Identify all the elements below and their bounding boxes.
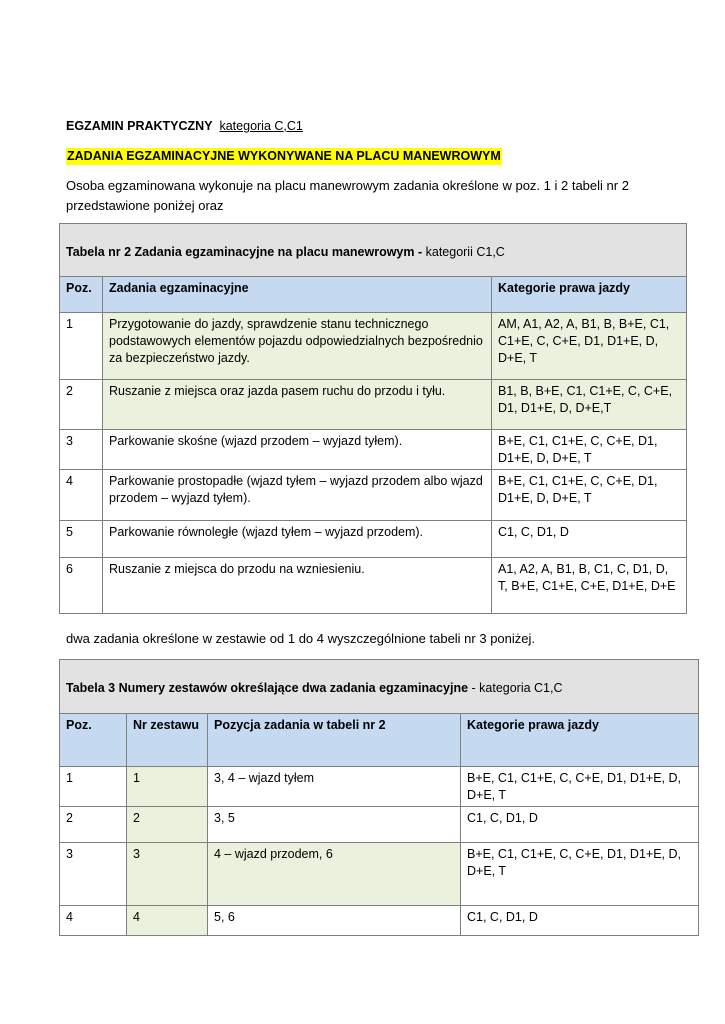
cell-poz: 5 — [60, 521, 103, 558]
cell-task: Parkowanie prostopadłe (wjazd tyłem – wyjazd przodem albo wjazd przodem – wyjazd tyłem). — [103, 470, 492, 521]
intro-paragraph: Osoba egzaminowana wykonuje na placu manewrowym zadania określone w poz. 1 i 2 tabeli nr 2 przedstawione poniżej oraz — [66, 178, 629, 213]
table-2-title-row — [60, 224, 687, 277]
cell-categories: C1, C, D1, D — [492, 521, 687, 558]
cell-categories: B+E, C1, C1+E, C, C+E, D1, D1+E, D, D+E, T — [461, 843, 699, 906]
table-3-header-row — [60, 714, 699, 767]
cell-categories: A1, A2, A, B1, B, C1, C, D1, D, T, B+E, C1+E, C+E, D1+E, D+E — [492, 558, 687, 614]
table-3-title — [60, 660, 699, 714]
table-row — [60, 470, 687, 521]
table-2 — [59, 223, 687, 614]
column-header-categories: Kategorie prawa jazdy — [461, 714, 699, 767]
cell-task-position: 4 – wjazd przodem, 6 — [208, 843, 461, 906]
cell-task: Przygotowanie do jazdy, sprawdzenie stanu technicznego podstawowych elementów pojazdu odpowiedzialnych bezpośrednio za bezpieczeństwo jazdy. — [103, 313, 492, 380]
cell-set-number: 4 — [127, 906, 208, 936]
cell-categories: AM, A1, A2, A, B1, B, B+E, C1, C1+E, C, C+E, D1, D1+E, D, D+E, T — [492, 313, 687, 380]
column-header-poz: Poz. — [60, 714, 127, 767]
document-heading — [66, 118, 303, 135]
table-3 — [59, 659, 699, 936]
table-row — [60, 521, 687, 558]
cell-task: Parkowanie równoległe (wjazd tyłem – wyjazd przodem). — [103, 521, 492, 558]
cell-poz: 3 — [60, 843, 127, 906]
column-header-set-number: Nr zestawu — [127, 714, 208, 767]
cell-poz: 2 — [60, 807, 127, 843]
cell-task-position: 3, 5 — [208, 807, 461, 843]
cell-poz: 1 — [60, 767, 127, 807]
cell-task: Parkowanie skośne (wjazd przodem – wyjazd tyłem). — [103, 430, 492, 470]
cell-categories: B+E, C1, C1+E, C, C+E, D1, D1+E, D, D+E, T — [461, 767, 699, 807]
table-2-title-bold: Tabela nr 2 Zadania egzaminacyjne na placu manewrowym - — [66, 244, 423, 259]
table-row — [60, 430, 687, 470]
cell-poz: 2 — [60, 380, 103, 430]
cell-categories: B+E, C1, C1+E, C, C+E, D1, D1+E, D, D+E, T — [492, 430, 687, 470]
middle-paragraph: dwa zadania określone w zestawie od 1 do 4 wyszczególnione tabeli nr 3 poniżej. — [66, 631, 536, 646]
cell-poz: 4 — [60, 470, 103, 521]
table-3-title-row — [60, 660, 699, 714]
table-row — [60, 380, 687, 430]
column-header-poz: Poz. — [60, 277, 103, 313]
table-2-title-rest: kategorii C1,C — [422, 244, 505, 259]
table-row — [60, 843, 699, 906]
cell-poz: 3 — [60, 430, 103, 470]
table-row — [60, 807, 699, 843]
table-2-title — [60, 224, 687, 277]
cell-categories: B+E, C1, C1+E, C, C+E, D1, D1+E, D, D+E, T — [492, 470, 687, 521]
cell-set-number: 3 — [127, 843, 208, 906]
column-header-categories: Kategorie prawa jazdy — [492, 277, 687, 313]
cell-categories: C1, C, D1, D — [461, 906, 699, 936]
column-header-task: Zadania egzaminacyjne — [103, 277, 492, 313]
cell-categories: C1, C, D1, D — [461, 807, 699, 843]
cell-poz: 6 — [60, 558, 103, 614]
cell-task: Ruszanie z miejsca do przodu na wzniesieniu. — [103, 558, 492, 614]
cell-poz: 4 — [60, 906, 127, 936]
table-3-title-bold: Tabela 3 Numery zestawów określające dwa zadania egzaminacyjne — [66, 681, 469, 695]
cell-poz: 1 — [60, 313, 103, 380]
column-header-task-position: Pozycja zadania w tabeli nr 2 — [208, 714, 461, 767]
cell-task-position: 5, 6 — [208, 906, 461, 936]
table-row — [60, 313, 687, 380]
table-3-title-rest: - kategoria C1,C — [468, 681, 563, 695]
table-2-header-row — [60, 277, 687, 313]
cell-set-number: 1 — [127, 767, 208, 807]
table-row — [60, 767, 699, 807]
cell-task: Ruszanie z miejsca oraz jazda pasem ruchu do przodu i tyłu. — [103, 380, 492, 430]
table-row — [60, 906, 699, 936]
heading-category: kategoria C,C1 — [219, 119, 303, 133]
highlighted-section-title: ZADANIA EGZAMINACYJNE WYKONYWANE NA PLACU MANEWROWYM — [67, 149, 501, 163]
cell-categories: B1, B, B+E, C1, C1+E, C, C+E, D1, D1+E, D, D+E,T — [492, 380, 687, 430]
cell-task-position: 3, 4 – wjazd tyłem — [208, 767, 461, 807]
cell-set-number: 2 — [127, 807, 208, 843]
table-row — [60, 558, 687, 614]
heading-exam: EGZAMIN PRAKTYCZNY — [66, 119, 213, 133]
